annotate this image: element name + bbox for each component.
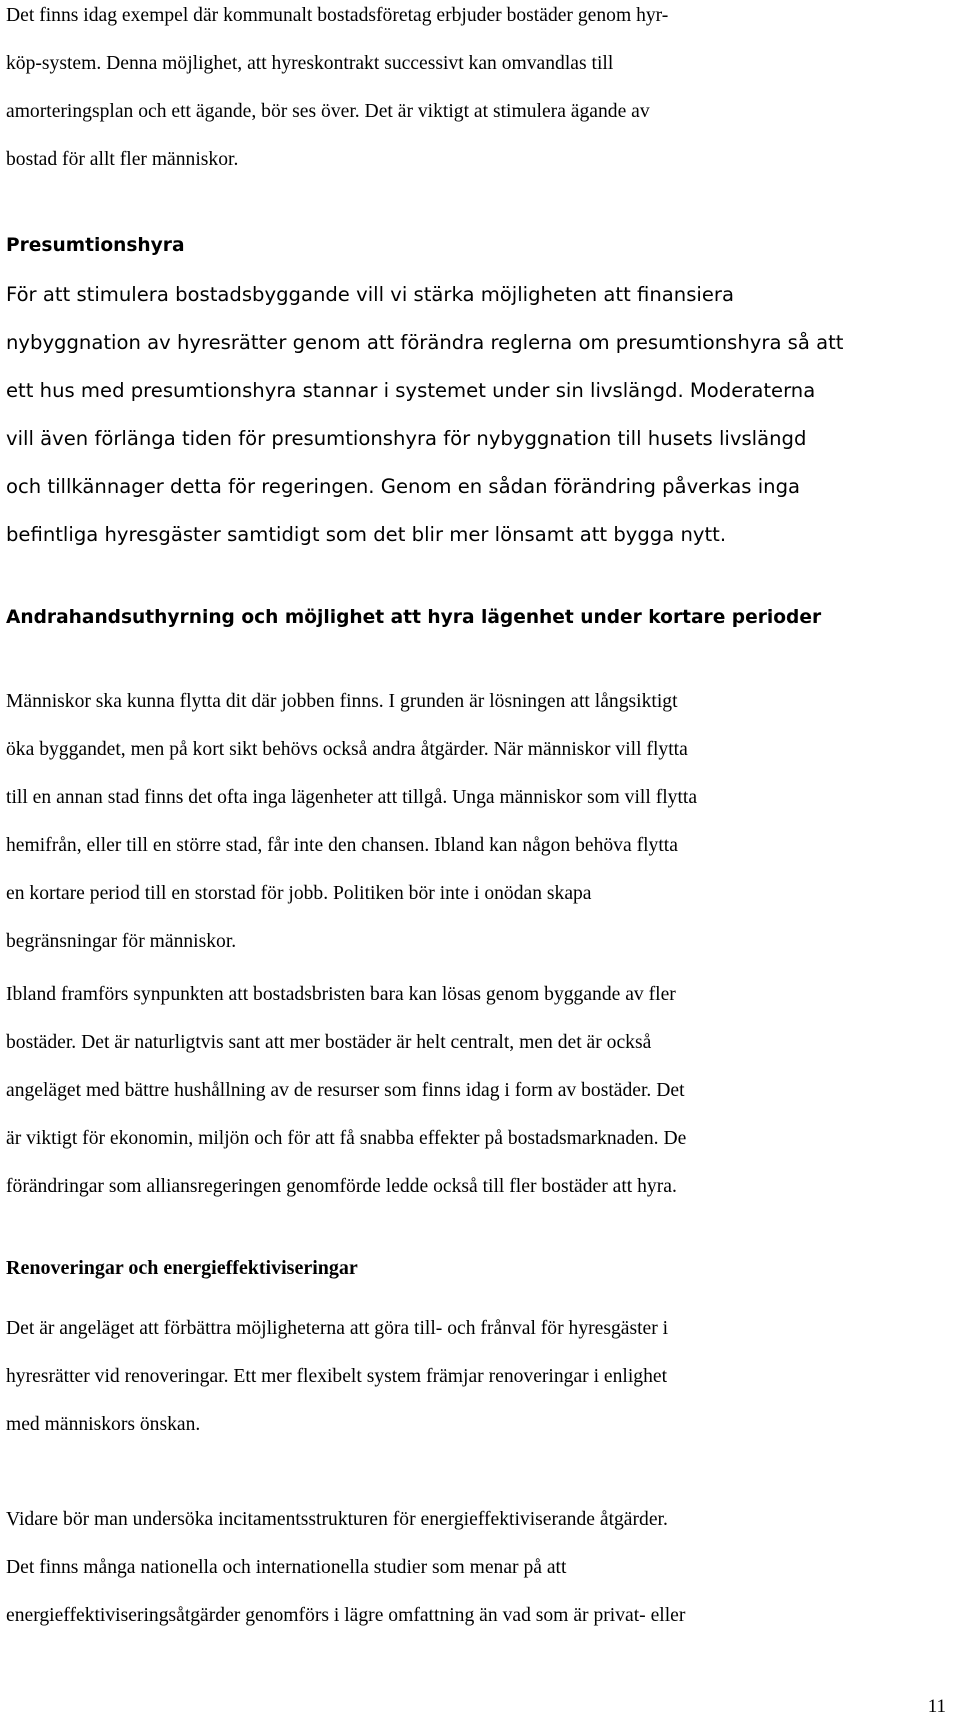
text-line: är viktigt för ekonomin, miljön och för att få snabba effekter på bostadsmarknaden. De [6,1128,687,1149]
heading-renoveringar: Renoveringar och energieffektiviseringar [6,1257,358,1279]
paragraph-energieffektivisering [6,1496,960,1640]
text-line: angeläget med bättre hushållning av de resurser som finns idag i form av bostäder. Det [6,1080,685,1101]
text-line: öka byggandet, men på kort sikt behövs också andra åtgärder. När människor vill flytta [6,739,688,760]
text-line: För att stimulera bostadsbyggande vill vi stärka möjligheten att finansiera [6,283,734,306]
text-line: Människor ska kunna flytta dit där jobben finns. I grunden är lösningen att långsiktigt [6,691,678,712]
text-line: Vidare bör man undersöka incitamentsstrukturen för energieffektiviserande åtgärder. [6,1509,668,1530]
text-line: och tillkännager detta för regeringen. Genom en sådan förändring påverkas inga [6,475,801,498]
text-line: Det finns många nationella och internationella studier som menar på att [6,1557,567,1578]
text-line: befintliga hyresgäster samtidigt som det blir mer lönsamt att bygga nytt. [6,523,727,546]
text-line: vill även förlänga tiden för presumtionshyra för nybyggnation till husets livslängd [6,427,807,450]
text-line: en kortare period till en storstad för jobb. Politiken bör inte i onödan skapa [6,883,592,904]
text-line: bostäder. Det är naturligtvis sant att mer bostäder är helt centralt, men det är också [6,1032,652,1053]
text-line: bostad för allt fler människor. [6,149,239,170]
heading-presumtionshyra: Presumtionshyra [6,235,185,256]
text-line: begränsningar för människor. [6,931,237,952]
text-line: köp-system. Denna möjlighet, att hyreskontrakt successivt kan omvandlas till [6,53,614,74]
text-line: nybyggnation av hyresrätter genom att förändra reglerna om presumtionshyra så att [6,331,844,354]
text-line: Det finns idag exempel där kommunalt bostadsföretag erbjuder bostäder genom hyr- [6,5,669,26]
text-line: hemifrån, eller till en större stad, får inte den chansen. Ibland kan någon behöva flytta [6,835,678,856]
text-line: med människors önskan. [6,1414,201,1435]
text-line: till en annan stad finns det ofta inga lägenheter att tillgå. Unga människor som vill flytta [6,787,698,808]
text-line: Ibland framförs synpunkten att bostadsbristen bara kan lösas genom byggande av fler [6,984,676,1005]
paragraph-intro [6,0,960,184]
text-line: energieffektiviseringsåtgärder genomförs i lägre omfattning än vad som är privat- eller [6,1605,686,1626]
paragraph-andrahandsuthyrning [6,678,960,966]
heading-andrahandsuthyrning: Andrahandsuthyrning och möjlighet att hyra lägenhet under kortare perioder [6,607,822,628]
page-number: 11 [927,1696,946,1717]
text-line: hyresrätter vid renoveringar. Ett mer flexibelt system främjar renoveringar i enlighet [6,1366,668,1387]
text-line: förändringar som alliansregeringen genomförde ledde också till fler bostäder att hyra. [6,1176,677,1197]
text-line: Det är angeläget att förbättra möjligheterna att göra till- och frånval för hyresgäster i [6,1318,669,1339]
text-line: ett hus med presumtionshyra stannar i systemet under sin livslängd. Moderaterna [6,379,816,402]
paragraph-presumtionshyra [6,271,960,559]
text-line: amorteringsplan och ett ägande, bör ses över. Det är viktigt at stimulera ägande av [6,101,650,122]
paragraph-renoveringar [6,1305,960,1449]
paragraph-bostadsbrist [6,971,960,1211]
